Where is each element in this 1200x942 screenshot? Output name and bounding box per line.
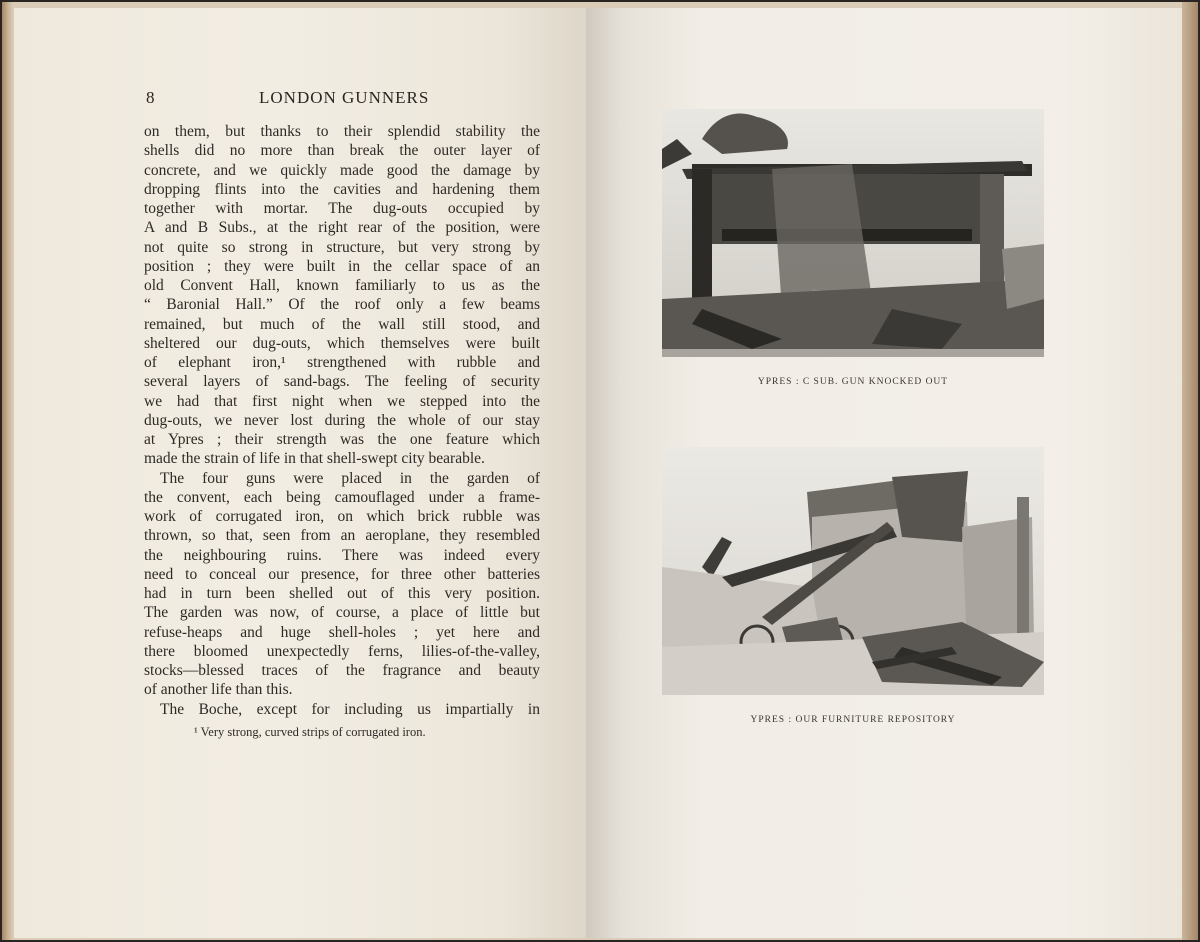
text-line: we had that first night when we stepped into the [144,392,540,410]
page-number: 8 [146,88,155,107]
text-line: sheltered our dug-outs, which themselves were built [144,334,540,352]
text-line: refuse-heaps and huge shell-holes ; yet here and [144,623,540,641]
left-page-edge [2,2,14,940]
text-line: of elephant iron,¹ strengthened with rubble and [144,354,540,371]
text-line: stocks—blessed traces of the fragrance and beauty [144,662,540,679]
text-line: together with mortar. The dug-outs occupied by [144,200,540,217]
book-spread [2,2,1198,940]
photo-furniture-repository-image [662,447,1044,695]
text-line: concrete, and we quickly made good the damage by [144,161,540,179]
text-line: not quite so strong in structure, but very strong by [144,238,540,256]
page-header [136,88,542,112]
text-line: work of corrugated iron, on which brick rubble was [144,508,540,525]
text-line: on them, but thanks to their splendid stability the [144,123,540,140]
text-line: The garden was now, of course, a place of little but [144,604,540,622]
text-line: The Boche, except for including us impartially in [160,700,540,718]
text-line: thrown, so that, seen from an aeroplane, they resembled [144,527,540,545]
text-line: at Ypres ; their strength was the one feature which [144,431,540,448]
text-line: dropping flints into the cavities and hardening them [144,180,540,198]
text-line: “ Baronial Hall.” Of the roof only a few beams [144,296,540,314]
text-line: the convent, each being camouflaged under a frame- [144,488,540,506]
photo-furniture-repository [662,447,1044,695]
photo-gun-knocked-out [662,109,1044,357]
text-line: old Convent Hall, known familiarly to us as the [144,277,540,294]
photo-gun-knocked-out-image [662,109,1044,357]
text-line: had in turn been shelled out of this very position. [144,585,540,602]
text-line: The four guns were placed in the garden of [160,469,540,487]
body-text [144,122,540,719]
photo-caption: YPRES : C SUB. GUN KNOCKED OUT [757,377,949,387]
text-line: of another life than this. [144,681,293,699]
text-line: dug-outs, we never lost during the whole of our stay [144,411,540,429]
text-line: position ; they were built in the cellar space of an [144,257,540,275]
running-head: LONDON GUNNERS [259,88,430,107]
text-line: the neighbouring ruins. There was indeed every [144,546,540,564]
text-line: several layers of sand-bags. The feeling of security [144,373,540,391]
text-line: shells did no more than break the outer layer of [144,142,540,160]
footnote: ¹ Very strong, curved strips of corrugated iron. [194,725,426,739]
right-page-edge [1182,2,1198,940]
text-line: need to conceal our presence, for three other batteries [144,565,540,583]
text-line: A and B Subs., at the right rear of the position, were [144,219,540,237]
text-line: made the strain of life in that shell-swept city bearable. [144,450,485,468]
photo-caption: YPRES : OUR FURNITURE REPOSITORY [750,715,956,725]
text-line: there bloomed unexpectedly ferns, lilies-of-the-valley, [144,642,540,660]
text-line: remained, but much of the wall still stood, and [144,315,540,333]
